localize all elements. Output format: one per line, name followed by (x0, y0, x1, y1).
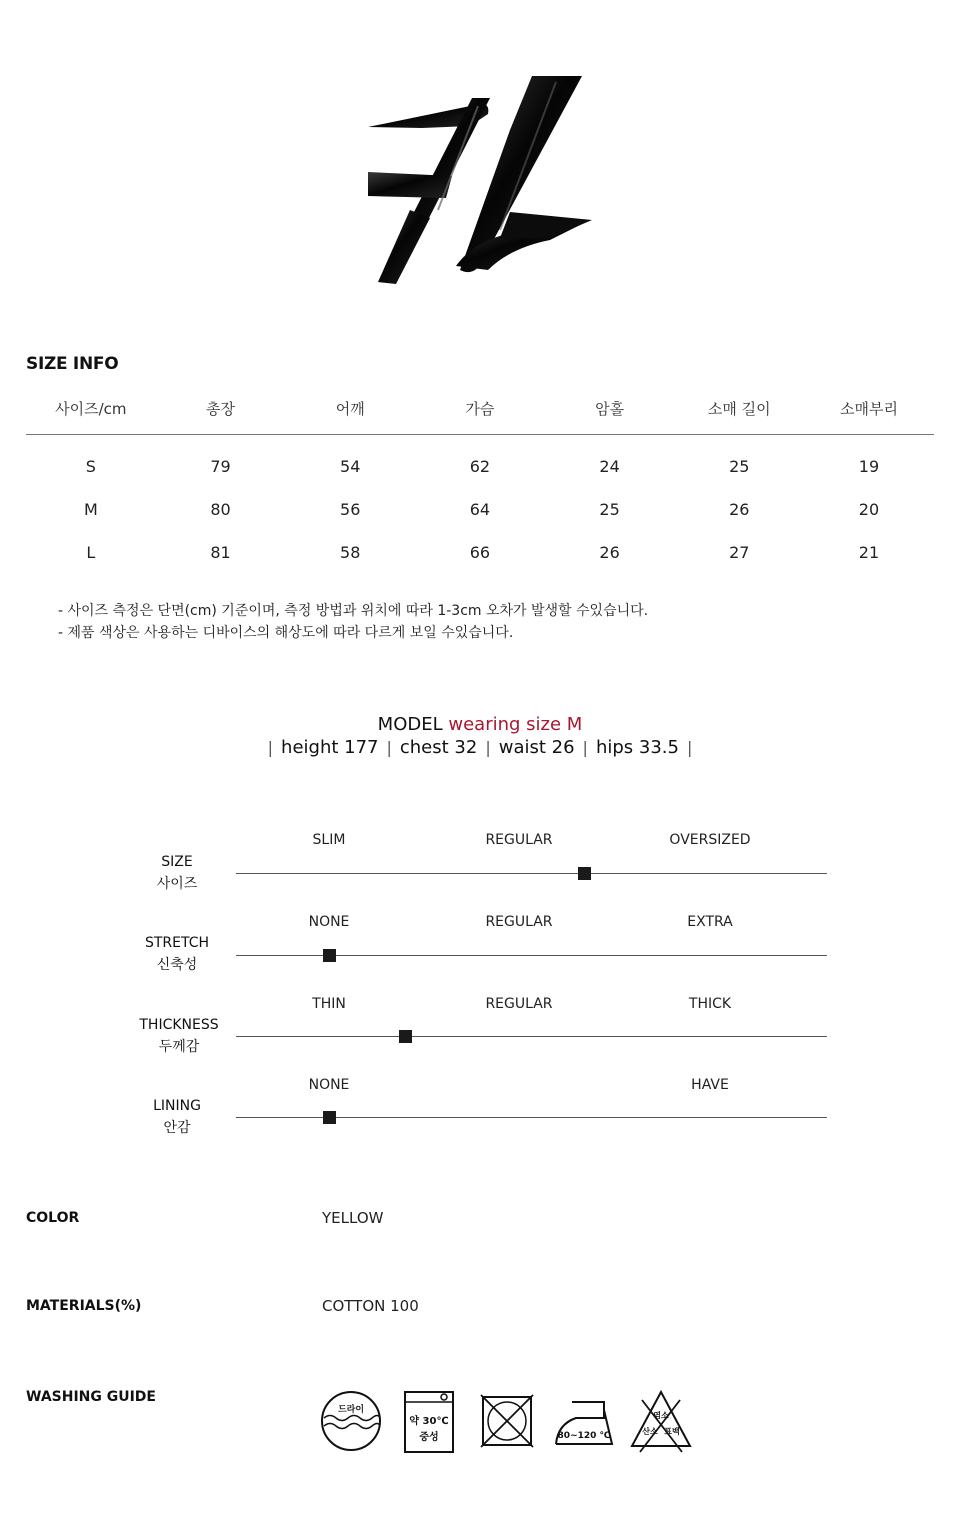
table-cell: 58 (340, 543, 361, 562)
dry-clean-text: 드라이 (337, 1405, 365, 1415)
model-label: MODEL (377, 714, 443, 735)
fit-marker-lining (323, 1111, 336, 1124)
washing-guide-label: WASHING GUIDE (26, 1389, 156, 1405)
iron-icon (552, 1388, 618, 1456)
table-cell: 62 (469, 457, 491, 476)
table-cell: 26 (729, 500, 750, 519)
model-chest: chest 32 (399, 737, 478, 758)
table-cell: 26 (599, 543, 620, 562)
no-bleach-icon (628, 1388, 694, 1456)
table-cell: 21 (858, 543, 880, 562)
table-row (26, 531, 934, 574)
header-cell: 소매 길이 (707, 400, 771, 418)
header-cell: 어깨 (335, 400, 365, 418)
bleach-bleach: 표백 (664, 1427, 680, 1436)
materials-value: COTTON 100 (322, 1297, 419, 1315)
fit-option: EXTRA (687, 914, 733, 930)
table-cell: S (85, 457, 96, 476)
model-stats: | height 177 | chest 32 | waist 26 | hips 33.5 | (267, 737, 693, 758)
hand-wash-icon (402, 1388, 456, 1456)
brand-logo (360, 70, 600, 290)
fit-label-en: LINING (153, 1098, 201, 1114)
table-cell: 79 (210, 457, 231, 476)
fit-option: NONE (308, 914, 350, 930)
fit-option: THIN (312, 996, 346, 1012)
model-waist: waist 26 (498, 737, 575, 758)
table-cell: L (86, 543, 96, 562)
table-cell: 25 (729, 457, 750, 476)
note-line: - 사이즈 측정은 단면(cm) 기준이며, 측정 방법과 위치에 따라 1-3cm 오차가 발생할 수있습니다. (58, 603, 649, 619)
fit-label-thickness (124, 1014, 234, 1058)
size-table-header (26, 390, 934, 435)
size-table (26, 390, 934, 574)
no-tumble-dry-icon (478, 1388, 536, 1456)
header-cell: 소매부리 (839, 400, 898, 418)
fit-marker-thickness (399, 1030, 412, 1043)
fit-option: HAVE (691, 1077, 729, 1093)
bleach-oxygen: 산소 (642, 1427, 658, 1436)
hand-wash-neutral: 중성 (419, 1432, 439, 1443)
fit-option: REGULAR (485, 914, 553, 930)
model-hips: hips 33.5 (595, 737, 679, 758)
model-height: height 177 (281, 737, 379, 758)
color-value: YELLOW (322, 1209, 384, 1227)
fit-scale-line (236, 873, 827, 874)
table-row (26, 445, 934, 488)
header-cell: 총장 (206, 400, 236, 418)
fit-marker-stretch (323, 949, 336, 962)
model-info (0, 714, 960, 760)
size-notes (58, 600, 648, 644)
table-cell: 80 (210, 500, 231, 519)
color-label: COLOR (26, 1210, 80, 1226)
size-info-title: SIZE INFO (26, 354, 119, 374)
table-cell: 56 (340, 500, 361, 519)
fit-label-ko: 신축성 (156, 957, 198, 973)
table-cell: 24 (599, 457, 620, 476)
header-cell: 가슴 (465, 400, 495, 418)
fit-label-stretch (122, 932, 232, 976)
table-row (26, 488, 934, 531)
table-cell: 20 (858, 500, 880, 519)
table-cell: 66 (469, 543, 491, 562)
fit-scale-line (236, 1036, 827, 1037)
materials-label: MATERIALS(%) (26, 1298, 142, 1314)
fit-option: NONE (308, 1077, 350, 1093)
header-cell: 암홀 (595, 400, 625, 418)
fit-option: REGULAR (485, 996, 553, 1012)
fit-marker-size (578, 867, 591, 880)
fit-option: SLIM (312, 832, 346, 848)
table-cell: 81 (210, 543, 231, 562)
fit-label-ko: 안감 (163, 1120, 191, 1136)
fit-label-en: THICKNESS (139, 1017, 219, 1033)
fit-label-en: SIZE (161, 854, 193, 870)
fit-option: OVERSIZED (669, 832, 751, 848)
dry-clean-icon (318, 1388, 384, 1456)
table-cell: 54 (340, 457, 361, 476)
fit-label-lining (122, 1095, 232, 1139)
table-cell: 19 (858, 457, 880, 476)
table-cell: M (83, 500, 98, 519)
model-wearing-size: wearing size M (448, 714, 583, 735)
table-cell: 25 (599, 500, 620, 519)
bleach-chlorine: 염소 (653, 1411, 669, 1420)
header-cell: 사이즈/cm (55, 400, 127, 418)
fit-label-ko: 사이즈 (156, 876, 198, 892)
fit-option: THICK (688, 996, 732, 1012)
fit-option: REGULAR (485, 832, 553, 848)
table-cell: 64 (469, 500, 491, 519)
hand-wash-temp: 약 30℃ (409, 1416, 449, 1427)
table-cell: 27 (729, 543, 750, 562)
note-line: - 제품 색상은 사용하는 디바이스의 해상도에 따라 다르게 보일 수있습니다. (58, 625, 514, 641)
fit-label-size (122, 851, 232, 895)
iron-temp: 80~120 ℃ (557, 1431, 611, 1441)
fit-label-ko: 두께감 (158, 1039, 200, 1055)
fit-label-en: STRETCH (144, 935, 210, 951)
